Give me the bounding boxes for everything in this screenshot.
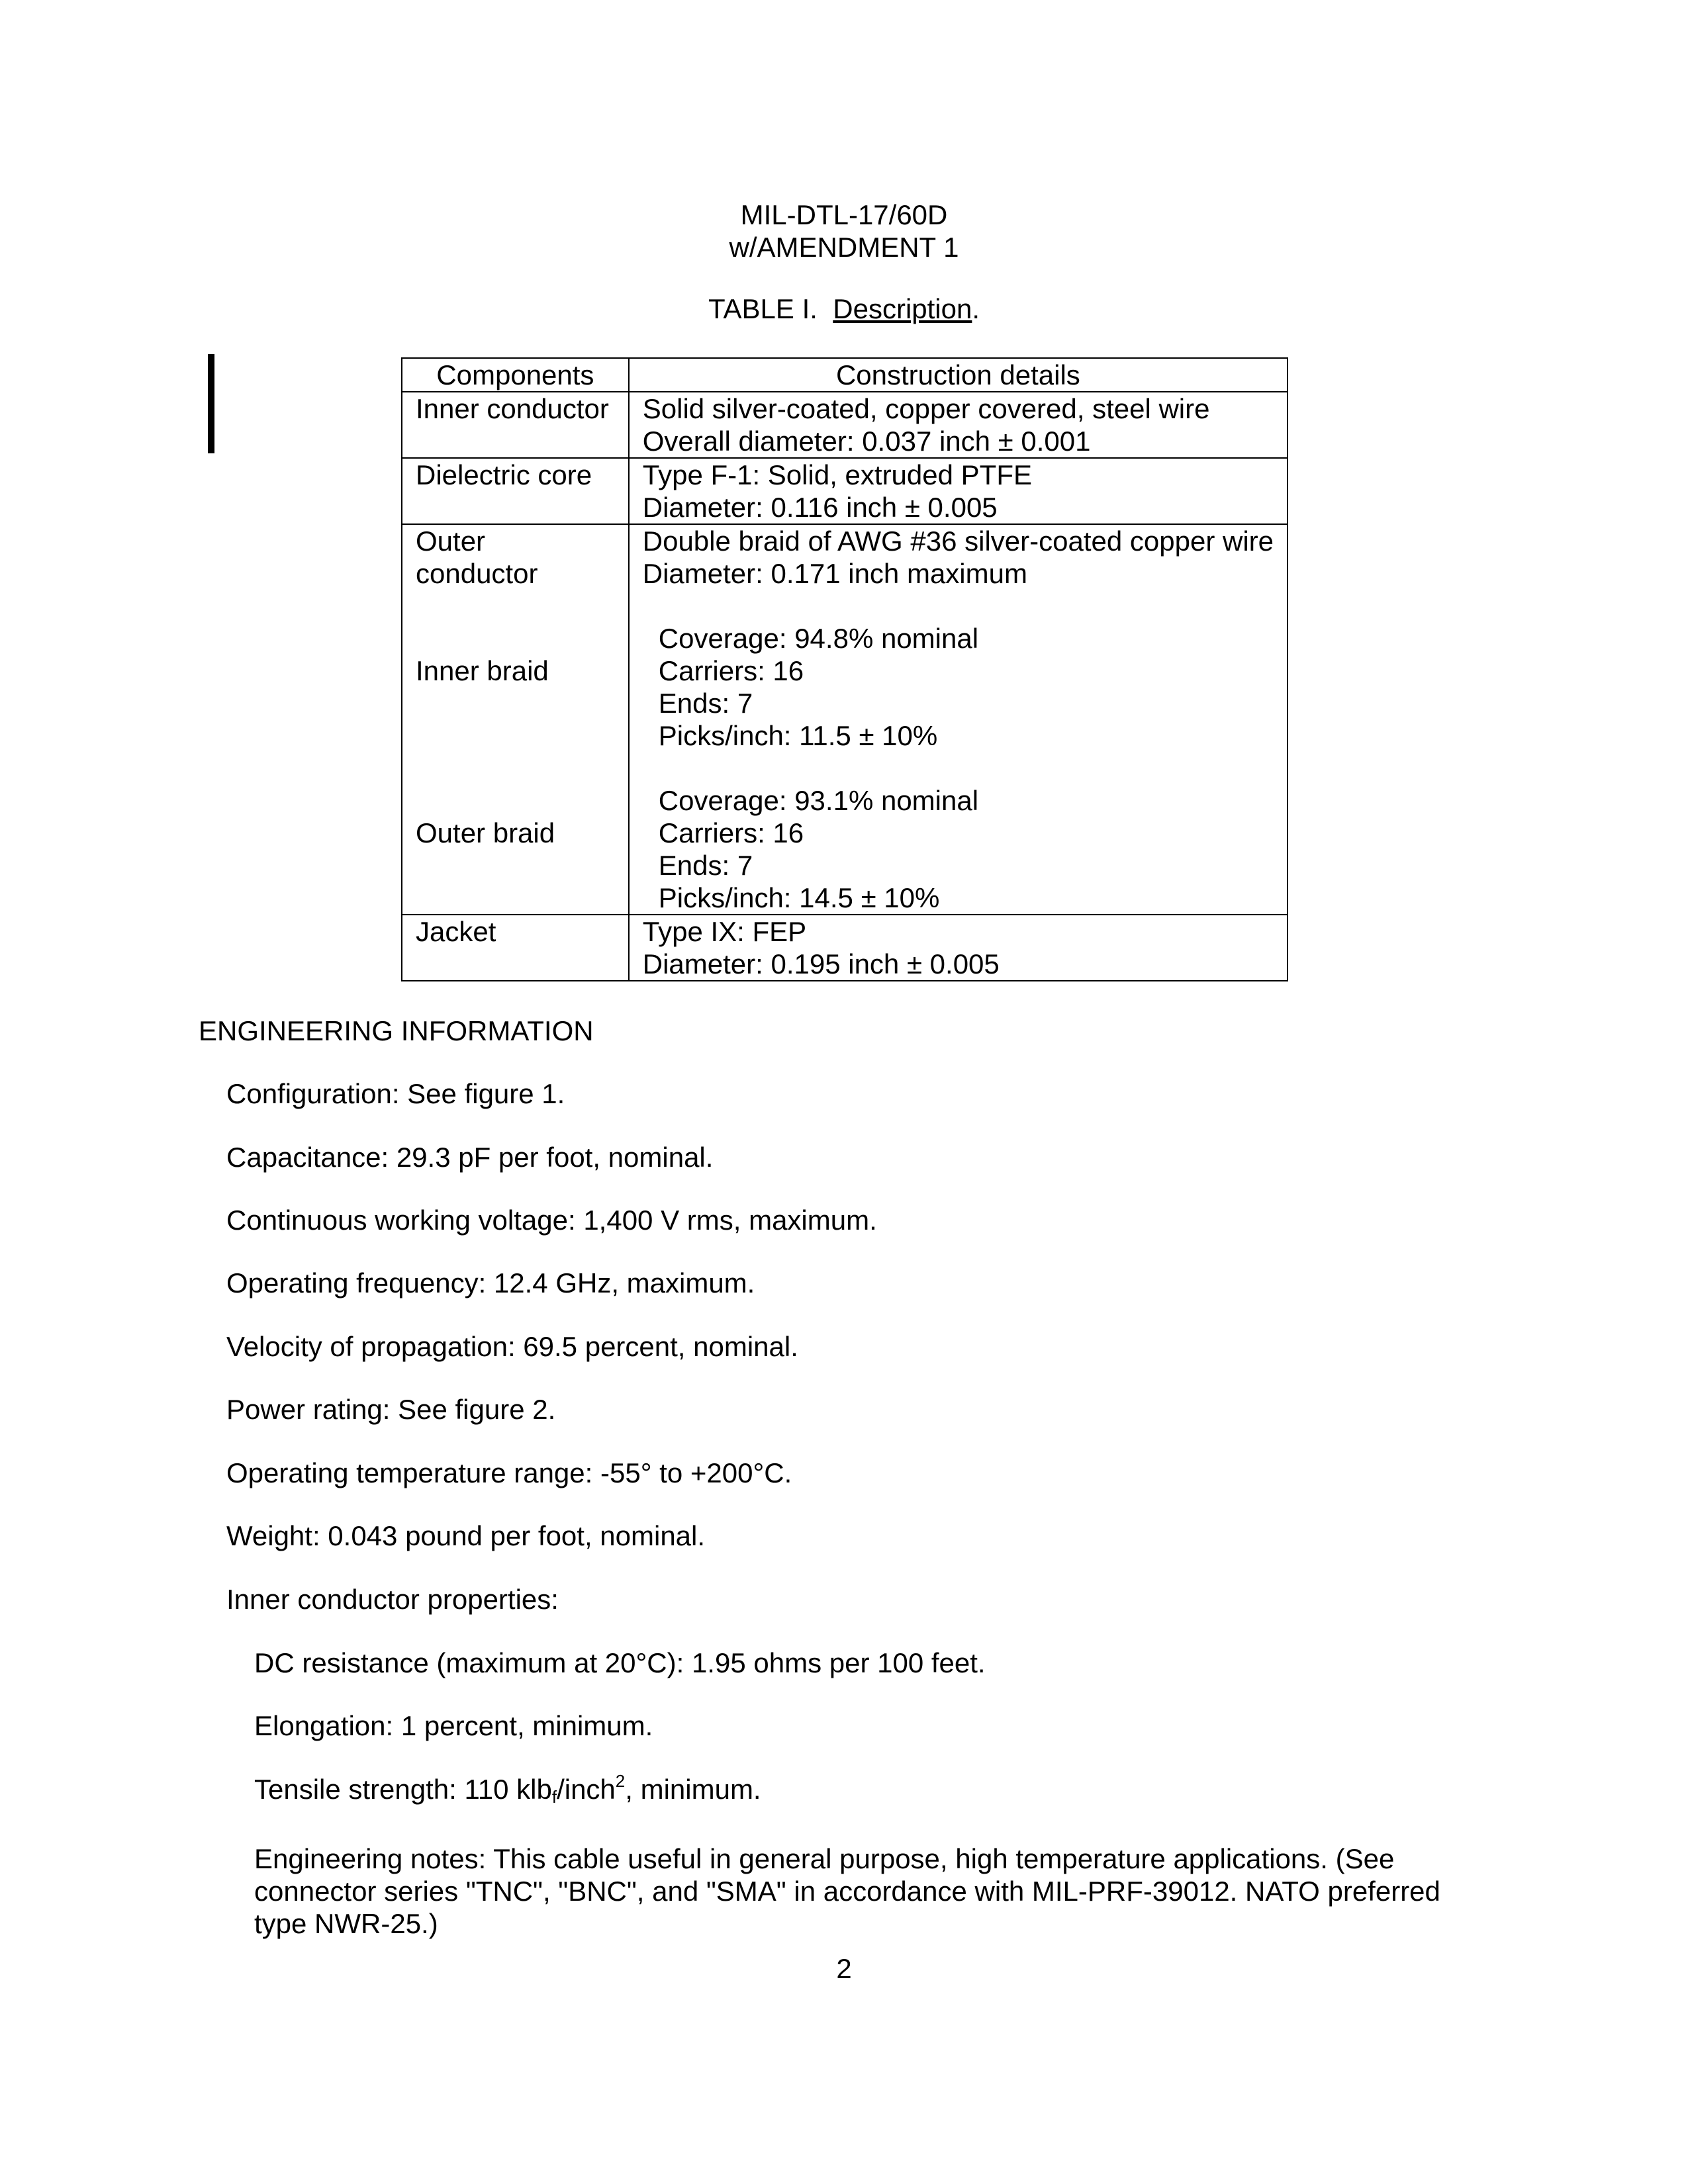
detail-line: Coverage: 94.8% nominal — [658, 623, 979, 654]
table-row — [402, 392, 1288, 458]
detail-line: Solid silver-coated, copper covered, steel wire — [642, 393, 1210, 424]
detail-line: Ends: 7 — [658, 850, 753, 881]
weight-text: Weight: 0.043 pound per foot, nominal. — [226, 1520, 706, 1551]
velocity-text: Velocity of propagation: 69.5 percent, nominal. — [226, 1331, 798, 1362]
tensile-suffix: , minimum. — [625, 1774, 761, 1805]
details-cell — [629, 458, 1288, 524]
detail-line: Type F-1: Solid, extruded PTFE — [642, 459, 1032, 490]
change-bar — [208, 354, 214, 453]
column-header: Components — [402, 358, 629, 392]
detail-line: Type IX: FEP — [642, 916, 807, 947]
detail-line: Ends: 7 — [658, 688, 753, 719]
power-rating-text: Power rating: See figure 2. — [226, 1394, 556, 1425]
table-row — [402, 524, 1288, 915]
page-number: 2 — [836, 1953, 852, 1984]
table-caption-suffix: . — [972, 293, 980, 324]
detail-line: Double braid of AWG #36 silver-coated copper wire — [642, 525, 1274, 557]
tensile-unit: /inch — [557, 1774, 616, 1805]
sub-component-label: Inner braid — [416, 655, 549, 686]
detail-line: Diameter: 0.116 inch ± 0.005 — [642, 492, 998, 523]
engineering-notes: Engineering notes: This cable useful in general purpose, high temperature applications. (See connector series "TNC", "BNC", and "SMA" in accordance with MIL-PRF-39012. NATO preferred type NWR-25.) — [254, 1843, 1440, 1939]
table-caption — [0, 293, 1688, 325]
elongation-text: Elongation: 1 percent, minimum. — [254, 1710, 653, 1741]
capacitance-text: Capacitance: 29.3 pF per foot, nominal. — [226, 1142, 714, 1173]
details-cell — [629, 524, 1288, 915]
description-table — [401, 357, 1288, 981]
inner-properties-heading: Inner conductor properties: — [226, 1584, 559, 1615]
sub-component-label: Outer braid — [416, 817, 555, 848]
tensile-superscript: 2 — [615, 1771, 626, 1791]
dc-resistance-text: DC resistance (maximum at 20°C): 1.95 ohms per 100 feet. — [254, 1647, 986, 1678]
tensile-subscript: f — [551, 1787, 557, 1807]
component-cell: Dielectric core — [402, 458, 629, 524]
table-caption-title: Description — [833, 293, 972, 324]
detail-line: Picks/inch: 14.5 ± 10% — [658, 882, 940, 913]
component-cell — [402, 524, 629, 915]
detail-line: Diameter: 0.195 inch ± 0.005 — [642, 948, 1000, 979]
detail-line: Diameter: 0.171 inch maximum — [642, 558, 1027, 589]
column-header: Construction details — [629, 358, 1288, 392]
detail-line: Overall diameter: 0.037 inch ± 0.001 — [642, 426, 1091, 457]
document-header — [0, 199, 1688, 263]
table-header-row — [402, 358, 1288, 392]
component-label: Outer conductor — [416, 525, 538, 589]
details-cell — [629, 392, 1288, 458]
component-cell: Inner conductor — [402, 392, 629, 458]
table-row — [402, 915, 1288, 981]
table-caption-prefix: TABLE I. — [708, 293, 818, 324]
voltage-text: Continuous working voltage: 1,400 V rms, maximum. — [226, 1205, 877, 1236]
tensile-prefix: Tensile strength: 110 klb — [254, 1774, 552, 1805]
table-row — [402, 458, 1288, 524]
section-heading: ENGINEERING INFORMATION — [199, 1015, 594, 1046]
detail-line: Picks/inch: 11.5 ± 10% — [658, 720, 938, 751]
temperature-text: Operating temperature range: -55° to +200°C. — [226, 1457, 792, 1488]
details-cell — [629, 915, 1288, 981]
tensile-strength-text — [254, 1773, 761, 1805]
component-cell: Jacket — [402, 915, 629, 981]
detail-line: Carriers: 16 — [658, 655, 804, 686]
frequency-text: Operating frequency: 12.4 GHz, maximum. — [226, 1267, 755, 1298]
configuration-text: Configuration: See figure 1. — [226, 1078, 565, 1109]
amendment-label: w/AMENDMENT 1 — [729, 232, 959, 263]
detail-line: Carriers: 16 — [658, 817, 804, 848]
detail-line: Coverage: 93.1% nominal — [658, 785, 979, 816]
document-id: MIL-DTL-17/60D — [740, 199, 948, 230]
